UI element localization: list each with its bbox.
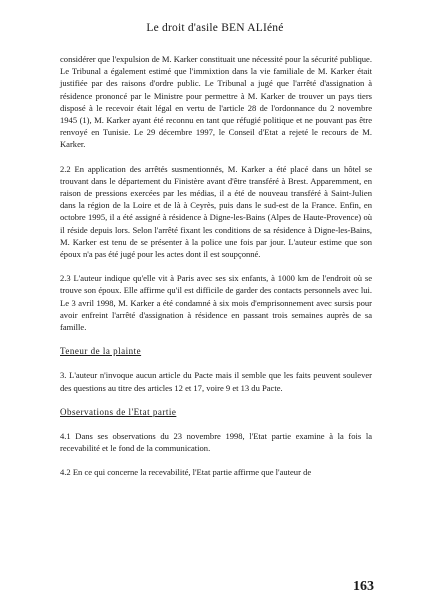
section-heading-state-observations: Observations de l'Etat partie (60, 406, 177, 417)
paragraph-2-1-continued: considérer que l'expulsion de M. Karker constituait une nécessité pour la sécurité publique. Le Tribunal a également estimé que l'immixtion dans la vie familiale de M. Karker était justifiée par des raisons d'ordre public. Le Tribunal a jugé que l'arrêté d'assignation à résidence prononcé par le Ministre pour permettre à M. Karker de trouver un pays tiers disposé à le recevoir était légal en vertu de l'article 28 de l'ordonnance du 2 novembre 1945 (1), M. Karker ayant été reconnu en tant que réfugié politique et ne pouvant pas être renvoyé en Tunisie. Le 29 décembre 1997, le Conseil d'Etat a rejeté le recours de M. Karker. (60, 54, 372, 150)
running-header: Le droit d'asile BEN ALIéné (146, 22, 284, 34)
paragraph-4-2: 4.2 En ce qui concerne la recevabilité, l'Etat partie affirme que l'auteur de (60, 467, 312, 478)
section-heading-complaint: Teneur de la plainte (60, 346, 142, 357)
body-text (60, 53, 372, 491)
paragraph-2-2: 2.2 En application des arrêtés susmentionnés, M. Karker a été placé dans un hôtel se trouvant dans le département du Finistère avant d'être transféré à Brest. Apparemment, en raison de pressions exercées par les médias, il a été de nouveau transféré à Saint-Julien dans la région de la Loire et de là à Ceyrès, puis dans le sud-est de la France. Enfin, en octobre 1995, il a été assigné à résidence à Digne-les-Bains (Alpes de Haute-Provence) où il réside depuis lors. Selon l'arrêté fixant les conditions de sa résidence à Digne-les-Bains, M. Karker est tenu de se présenter à la police une fois par jour. L'auteur estime que son époux n'a pas été jugé pour les actes dont il est soupçonné. (60, 163, 372, 260)
paragraph-3: 3. L'auteur n'invoque aucun article du Pacte mais il semble que les faits peuvent soulever des questions au titre des articles 12 et 17, voire 9 et 13 du Pacte. (60, 370, 372, 393)
paragraph-2-3: 2.3 L'auteur indique qu'elle vit à Paris avec ses six enfants, à 1000 km de l'endroit où se trouve son époux. Elle affirme qu'il est difficile de garder des contacts personnels avec lui. Le 3 avril 1998, M. Karker a été condamné à six mois d'emprisonnement avec sursis pour avoir enfreint l'arrêté d'assignation à résidence en passant trois semaines auprès de sa famille. (60, 273, 372, 333)
paragraph-4-1: 4.1 Dans ses observations du 23 novembre 1998, l'Etat partie examine à la fois la recevabilité et le fond de la communication. (60, 431, 372, 454)
page-number: 163 (353, 579, 374, 594)
